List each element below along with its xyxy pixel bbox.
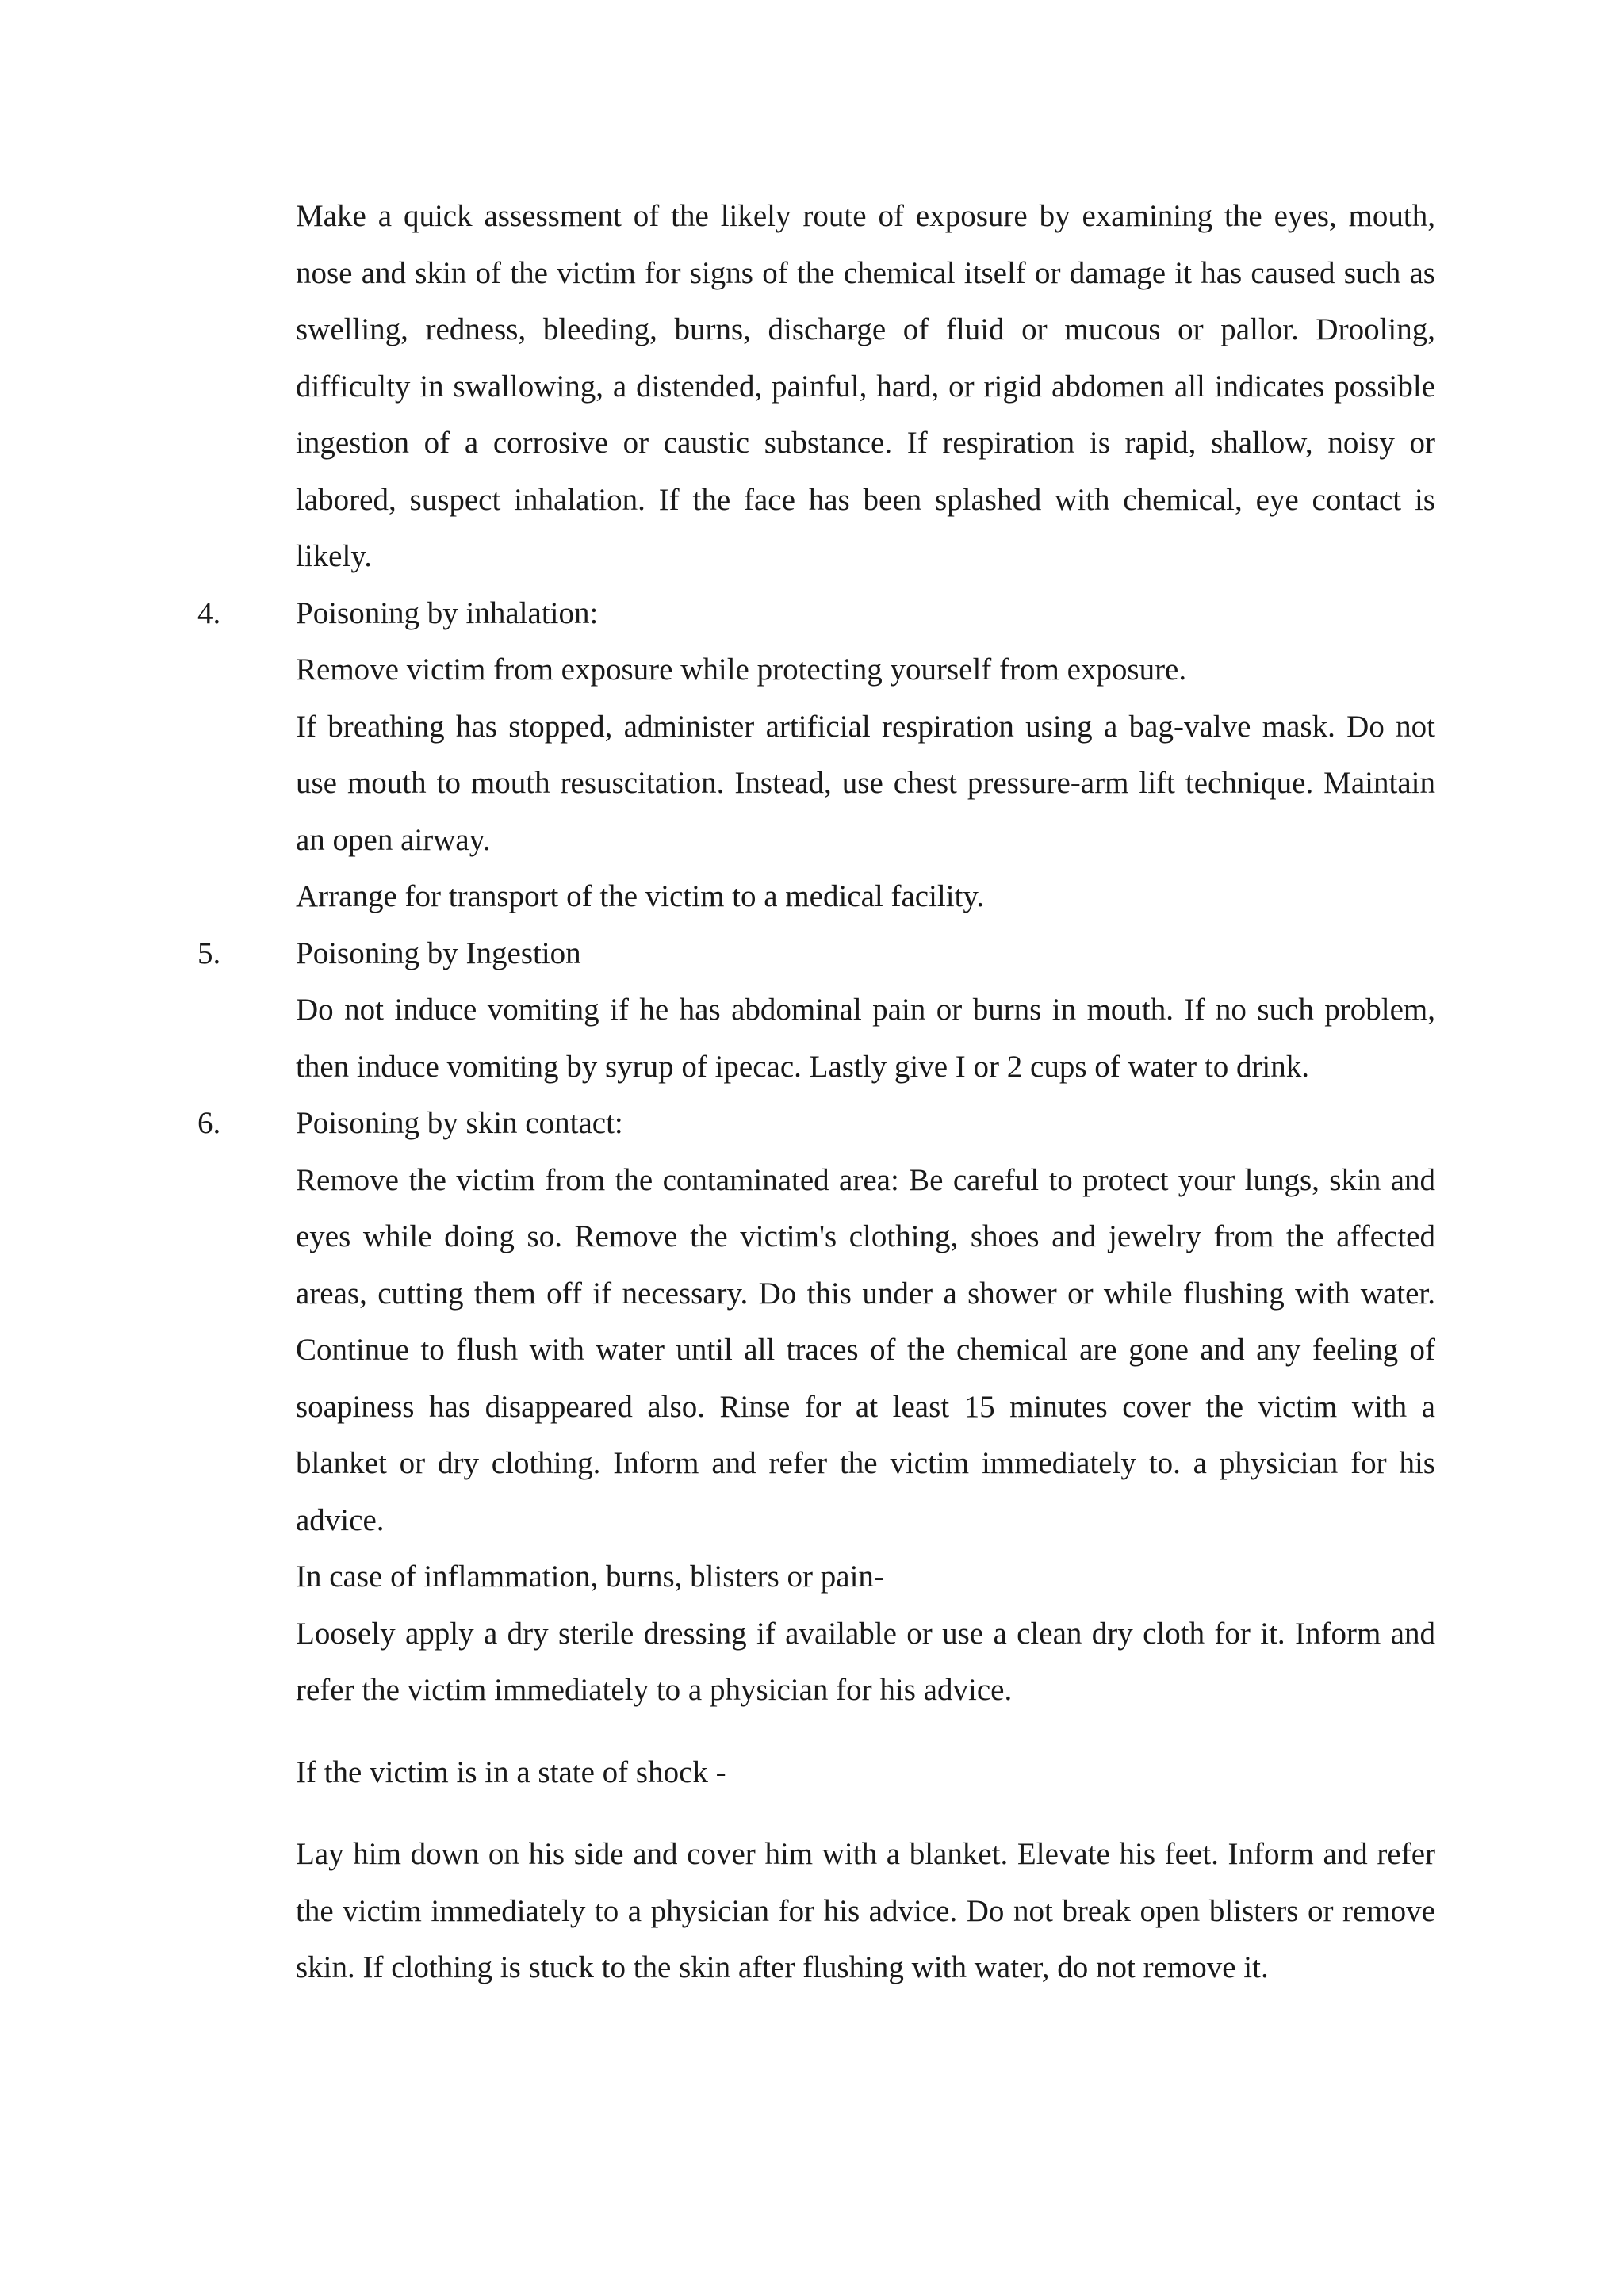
section-6-paragraph-2: In case of inflammation, burns, blisters or pain-	[296, 1559, 884, 1594]
section-4-paragraph-2: If breathing has stopped, administer artificial respiration using a bag-valve mask. Do not use mouth to mouth resuscitation. Instead, use chest pressure-arm lift technique. Maintain an open airway.	[296, 709, 1435, 857]
page-content	[197, 188, 1435, 1996]
section-4-number: 4.	[197, 595, 221, 630]
section-5-number: 5.	[197, 936, 221, 970]
section-6-paragraph-4: If the victim is in a state of shock -	[296, 1755, 726, 1789]
section-5-paragraph-1: Do not induce vomiting if he has abdominal pain or burns in mouth. If no such problem, then induce vomiting by syrup of ipecac. Lastly give I or 2 cups of water to drink.	[296, 993, 1435, 1084]
section-6-paragraph-3: Loosely apply a dry sterile dressing if available or use a clean dry cloth for it. Inform and refer the victim immediately to a physician for his advice.	[296, 1616, 1435, 1707]
section-6-paragraph-1: Remove the victim from the contaminated area: Be careful to protect your lungs, skin and eyes while doing so. Remove the victim's clothing, shoes and jewelry from the affected areas, cutting them off if necessary. Do this under a shower or while flushing with water. Continue to flush with water until all traces of the chemical are gone and any feeling of soapiness has disappeared also. Rinse for at least 15 minutes cover the victim with a blanket or dry clothing. Inform and refer the victim immediately to. a physician for his advice.	[296, 1162, 1435, 1537]
section-4-heading: Poisoning by inhalation:	[296, 595, 599, 630]
section-6-heading: Poisoning by skin contact:	[296, 1106, 623, 1140]
section-4-paragraph-3: Arrange for transport of the victim to a medical facility.	[296, 879, 985, 913]
section-5-heading: Poisoning by Ingestion	[296, 936, 581, 970]
section-5-heading-row	[197, 925, 1435, 982]
section-6-heading-row	[197, 1095, 1435, 1152]
section-4-paragraph-1: Remove victim from exposure while protecting yourself from exposure.	[296, 652, 1187, 687]
section-6-number: 6.	[197, 1106, 221, 1140]
section-4-heading-row	[197, 585, 1435, 642]
intro-paragraph: Make a quick assessment of the likely route of exposure by examining the eyes, mouth, nose and skin of the victim for signs of the chemical itself or damage it has caused such as swelling, redness, bleeding, burns, discharge of fluid or mucous or pallor. Drooling, difficulty in swallowing, a distended, painful, hard, or rigid abdomen all indicates possible ingestion of a corrosive or caustic substance. If respiration is rapid, shallow, noisy or labored, suspect inhalation. If the face has been splashed with chemical, eye contact is likely.	[296, 199, 1435, 573]
section-6-paragraph-5: Lay him down on his side and cover him with a blanket. Elevate his feet. Inform and refer the victim immediately to a physician for his advice. Do not break open blisters or remove skin. If clothing is stuck to the skin after flushing with water, do not remove it.	[296, 1837, 1435, 1984]
